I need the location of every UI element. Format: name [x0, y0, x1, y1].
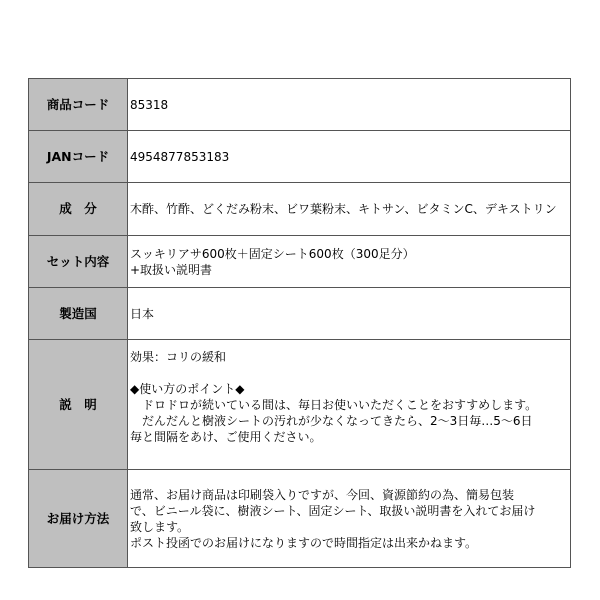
description-label: 説 明 — [29, 340, 128, 470]
spec-row-jan-code — [29, 131, 571, 183]
origin-value: 日本 — [128, 288, 571, 340]
ingredients-value: 木酢、竹酢、どくだみ粉末、ビワ葉粉末、キトサン、ビタミンC、デキストリン — [128, 183, 571, 236]
set-contents-label: セット内容 — [29, 236, 128, 288]
spec-row-delivery — [29, 470, 571, 568]
jan-code-label: JANコード — [29, 131, 128, 183]
origin-label: 製造国 — [29, 288, 128, 340]
spec-row-ingredients — [29, 183, 571, 236]
description-value: 効果：コリの緩和 ◆使い方のポイント◆ ドロドロが続いている間は、毎日お使いいただくことをおすすめします。 だんだんと樹液シートの汚れが少なくなってきたら、2～3日毎…5～6日 毎と間隔をあけ、ご使用ください。 — [128, 340, 571, 470]
spec-row-origin — [29, 288, 571, 340]
jan-code-value: 4954877853183 — [128, 131, 571, 183]
product-code-label: 商品コード — [29, 79, 128, 131]
product-code-value: 85318 — [128, 79, 571, 131]
spec-row-description — [29, 340, 571, 470]
set-contents-value: スッキリアサ600枚＋固定シート600枚（300足分） +取扱い説明書 — [128, 236, 571, 288]
spec-row-set-contents — [29, 236, 571, 288]
spec-row-product-code — [29, 79, 571, 131]
delivery-label: お届け方法 — [29, 470, 128, 568]
product-spec-table — [28, 78, 571, 568]
delivery-value: 通常、お届け商品は印刷袋入りですが、今回、資源節約の為、簡易包装 で、ビニール袋に、樹液シート、固定シート、取扱い説明書を入れてお届け 致します。 ポスト投函でのお届けになりますので時間指定は出来かねます。 — [128, 470, 571, 568]
ingredients-label: 成 分 — [29, 183, 128, 236]
